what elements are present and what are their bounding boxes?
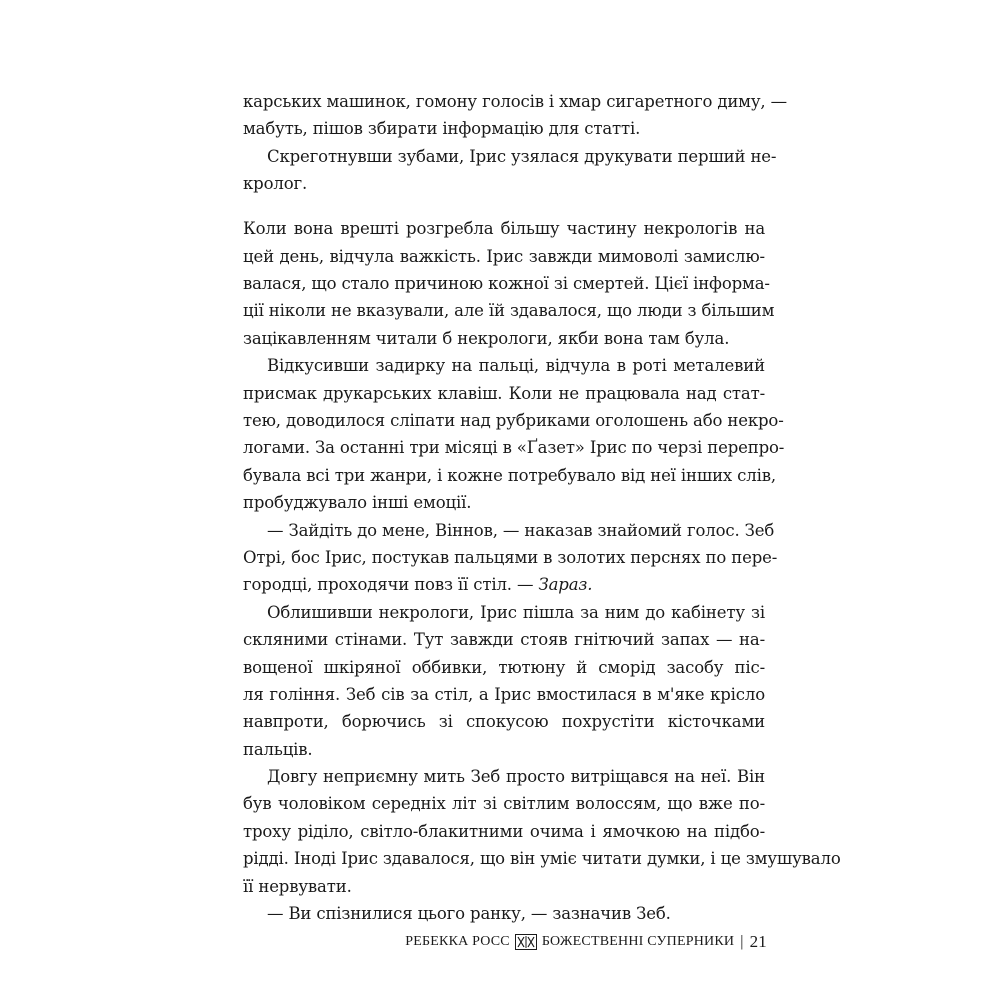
text-line: Отрі, бос Ірис, постукав пальцями в золотих перснях по пере- bbox=[243, 548, 778, 567]
text-line: тею, доводилося сліпати над рубриками оголошень або некро- bbox=[243, 411, 784, 430]
text-line: її нервувати. bbox=[243, 877, 352, 896]
text-line: карських машинок, гомону голосів і хмар сигаретного диму, — bbox=[243, 92, 787, 111]
text-line: був чоловіком середніх літ зі світлим волоссям, що вже по- bbox=[243, 794, 765, 813]
text-line: кролог. bbox=[243, 174, 308, 193]
text-line: зацікавленням читали б некрологи, якби вона там була. bbox=[243, 329, 730, 348]
text-line: Облишивши некрологи, Ірис пішла за ним до кабінету зі bbox=[267, 603, 765, 622]
text-line: бувала всі три жанри, і кожне потребувало від неї інших слів, bbox=[243, 466, 776, 485]
footer-book-title: БОЖЕСТВЕННІ СУПЕРНИКИ bbox=[541, 934, 735, 949]
text-line: — Зайдіть до мене, Віннов, — наказав знайомий голос. Зеб bbox=[267, 521, 775, 540]
book-emblem-icon bbox=[515, 934, 537, 950]
footer-separator: | bbox=[740, 933, 744, 950]
text-line: ції ніколи не вказували, але їй здавалося, що люди з більшим bbox=[243, 301, 775, 320]
text-line: цей день, відчула важкість. Ірис завжди мимоволі замислю- bbox=[243, 247, 765, 266]
text-line: Відкусивши задирку на пальці, відчула в роті металевий bbox=[267, 356, 765, 375]
text-segment: городці, проходячи повз її стіл. — bbox=[243, 575, 534, 594]
text-line: Скреготнувши зубами, Ірис узялася друкувати перший не- bbox=[267, 147, 777, 166]
text-line bbox=[243, 571, 765, 598]
text-line: навпроти, борючись зі спокусою похрустіти кісточками bbox=[243, 712, 765, 731]
running-footer bbox=[405, 930, 767, 954]
text-line: валася, що стало причиною кожної зі смертей. Цієї інформа- bbox=[243, 274, 770, 293]
text-line: вощеної шкіряної оббивки, тютюну й сморід засобу піс- bbox=[243, 658, 765, 677]
text-line: Довгу неприємну мить Зеб просто витріщався на неї. Він bbox=[267, 767, 765, 786]
text-line: Коли вона врешті розгребла більшу частину некрологів на bbox=[243, 219, 765, 238]
text-line: пальців. bbox=[243, 740, 313, 759]
text-line: пробуджувало інші емоції. bbox=[243, 493, 472, 512]
text-line: ля гоління. Зеб сів за стіл, а Ірис вмостилася в м'яке крісло bbox=[243, 685, 765, 704]
text-line: скляними стінами. Тут завжди стояв гнітючий запах — на- bbox=[243, 630, 765, 649]
text-line: рідді. Іноді Ірис здавалося, що він уміє читати думки, і це змушувало bbox=[243, 849, 841, 868]
text-line: логами. За останні три місяці в «Ґазет» Ірис по черзі перепро- bbox=[243, 438, 785, 457]
text-line: троху ріділо, світло-блакитними очима і ямочкою на підбо- bbox=[243, 822, 765, 841]
text-line: — Ви спізнилися цього ранку, — зазначив Зеб. bbox=[267, 904, 671, 923]
text-line: присмак друкарських клавіш. Коли не працювала над стат- bbox=[243, 384, 765, 403]
text-line: мабуть, пішов збирати інформацію для статті. bbox=[243, 119, 641, 138]
emphasis-text: Зараз. bbox=[538, 575, 593, 594]
page-number: 21 bbox=[749, 932, 767, 951]
footer-author: РЕБЕККА РОСС bbox=[405, 934, 510, 949]
